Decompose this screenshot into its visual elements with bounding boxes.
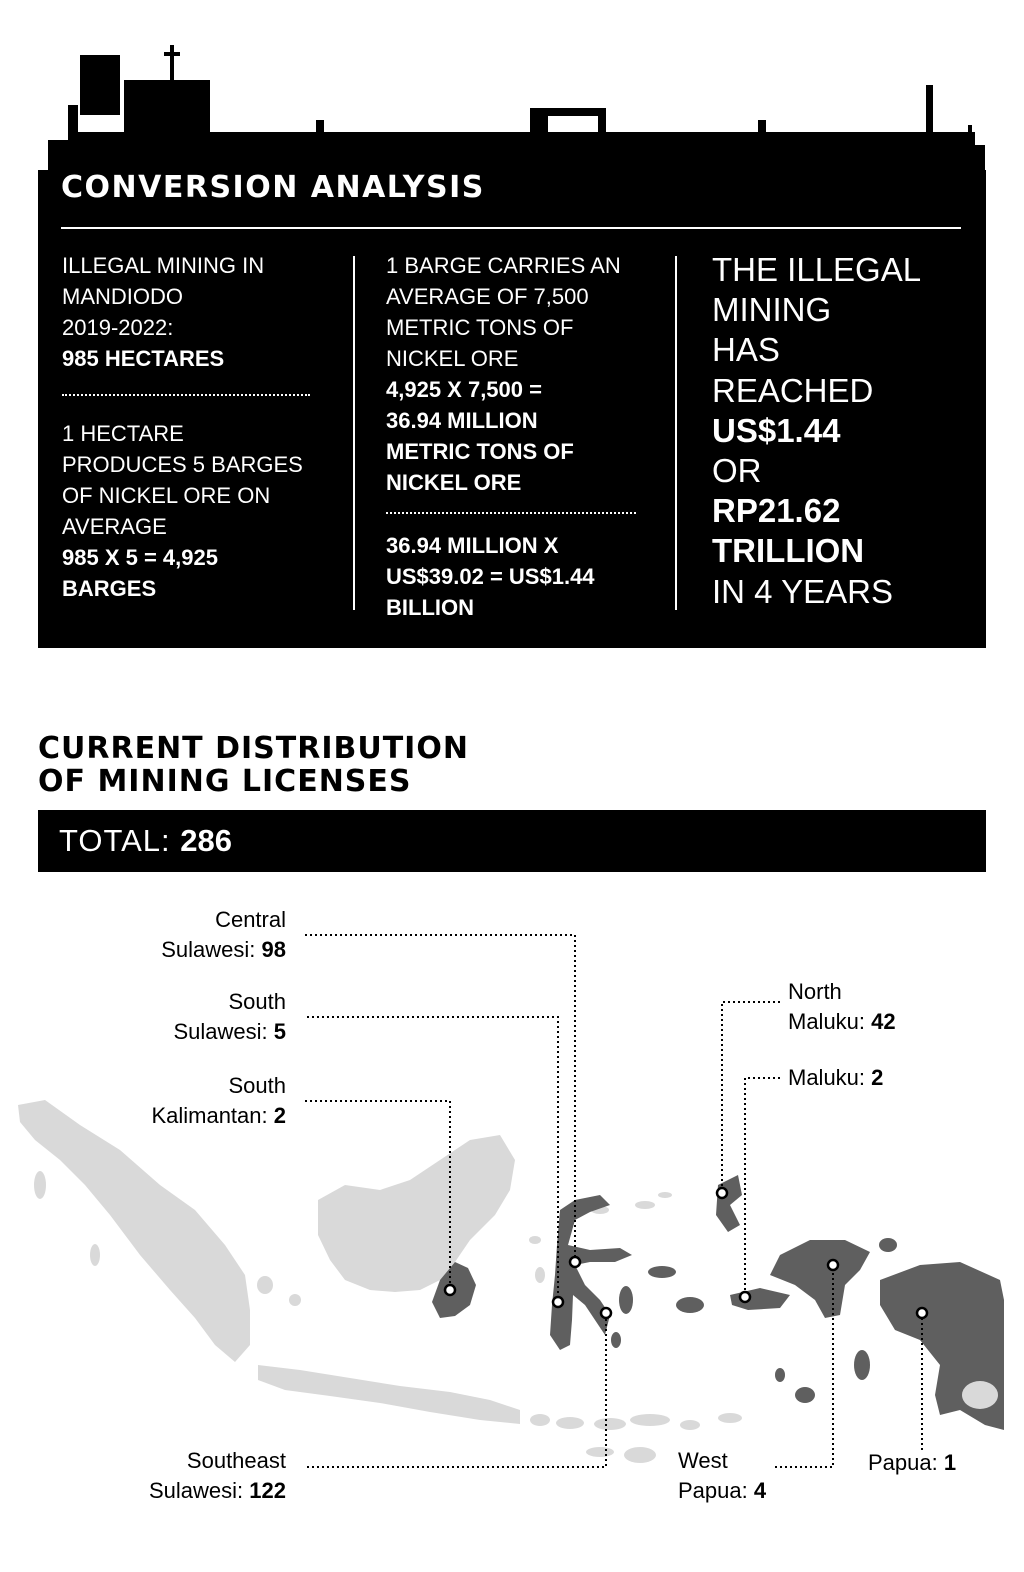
- kalimantan-island: [318, 1135, 515, 1292]
- text-line: PRODUCES 5 BARGES: [62, 452, 303, 477]
- text-line: ILLEGAL MINING IN: [62, 253, 265, 278]
- total-value: 286: [180, 823, 233, 858]
- north-maluku-marker: [717, 1188, 727, 1198]
- papua-marker: [917, 1308, 927, 1318]
- north-maluku-region: [716, 1175, 742, 1232]
- west-papua-marker: [828, 1260, 838, 1270]
- region-name: Central: [215, 907, 286, 932]
- title-divider: [61, 227, 961, 229]
- region-name: South: [228, 989, 286, 1014]
- region-count: 1: [943, 1450, 957, 1475]
- maluku-region: [730, 1288, 790, 1310]
- text-line: 2019-2022:: [62, 315, 174, 340]
- text-line: NICKEL ORE: [386, 346, 519, 371]
- text-line: AVERAGE: [62, 514, 167, 539]
- text-line: RP21.62: [712, 492, 841, 530]
- text-line: HAS: [712, 331, 780, 369]
- dotted-divider: [386, 512, 636, 514]
- region-count: 5: [273, 1019, 286, 1044]
- total-bar: [38, 810, 986, 872]
- conversion-column-3: [712, 250, 972, 612]
- south-sulawesi-marker: [553, 1297, 563, 1307]
- label-maluku: [788, 1063, 883, 1093]
- distribution-title: [38, 732, 469, 798]
- column-divider-2: [675, 256, 677, 610]
- conversion-column-1: [62, 250, 322, 604]
- text-line: OR: [712, 452, 762, 490]
- region-name: Sulawesi:: [173, 1019, 274, 1044]
- region-name: Papua:: [678, 1478, 754, 1503]
- text-line: 985 HECTARES: [62, 346, 225, 371]
- region-count: 98: [261, 937, 286, 962]
- region-name: Sulawesi:: [149, 1478, 250, 1503]
- label-papua: [868, 1448, 956, 1478]
- conversion-column-2: [386, 250, 641, 623]
- text-line: 36.94 MILLION X: [386, 533, 559, 558]
- label-central-sulawesi: [161, 905, 286, 965]
- north-maluku-leader: [722, 1002, 780, 1193]
- sumatra-island: [18, 1100, 250, 1362]
- region-name: Maluku:: [788, 1009, 872, 1034]
- total-label: TOTAL:: [59, 823, 181, 858]
- column-divider-1: [353, 256, 355, 610]
- text-line: US$39.02 = US$1.44: [386, 564, 595, 589]
- region-name: Sulawesi:: [161, 937, 262, 962]
- dotted-divider: [62, 394, 310, 396]
- region-name: Papua:: [868, 1450, 944, 1475]
- distribution-title-line-1: CURRENT DISTRIBUTION: [38, 731, 469, 766]
- region-name: North: [788, 979, 842, 1004]
- text-line: BILLION: [386, 595, 474, 620]
- region-name: Southeast: [186, 1448, 286, 1473]
- text-line: MANDIODO: [62, 284, 183, 309]
- maluku-leader: [745, 1078, 780, 1297]
- label-north-maluku: [788, 977, 896, 1037]
- distribution-title-line-2: OF MINING LICENSES: [38, 764, 412, 799]
- region-count: 42: [871, 1009, 896, 1034]
- java-island: [258, 1365, 520, 1424]
- region-count: 4: [753, 1478, 767, 1503]
- region-count: 2: [273, 1103, 286, 1128]
- text-line: AVERAGE OF 7,500: [386, 284, 589, 309]
- label-south-sulawesi: [173, 987, 286, 1047]
- text-line: TRILLION: [712, 532, 865, 570]
- text-line: US$1.44: [712, 411, 841, 449]
- southeast-sulawesi-marker: [601, 1308, 611, 1318]
- central-sulawesi-marker: [570, 1257, 580, 1267]
- label-west-papua: [678, 1446, 766, 1506]
- label-southeast-sulawesi: [149, 1446, 286, 1506]
- region-name: Kalimantan:: [151, 1103, 274, 1128]
- text-line: 1 BARGE CARRIES AN: [386, 253, 621, 278]
- sulawesi-island: [550, 1195, 632, 1350]
- maluku-marker: [740, 1292, 750, 1302]
- text-line: IN 4 YEARS: [712, 572, 893, 610]
- text-line: OF NICKEL ORE ON: [62, 483, 271, 508]
- text-line: REACHED: [712, 371, 874, 409]
- text-line: NICKEL ORE: [386, 470, 522, 495]
- text-line: BARGES: [62, 576, 157, 601]
- region-name: South: [228, 1073, 286, 1098]
- text-line: THE ILLEGAL: [712, 251, 922, 288]
- conversion-title: CONVERSION ANALYSIS: [61, 170, 485, 205]
- text-line: METRIC TONS OF: [386, 315, 574, 340]
- region-count: 122: [249, 1478, 286, 1503]
- text-line: 36.94 MILLION: [386, 408, 538, 433]
- region-name: West: [678, 1448, 728, 1473]
- text-line: 985 X 5 = 4,925: [62, 545, 218, 570]
- text-line: 1 HECTARE: [62, 421, 184, 446]
- west-papua-region: [770, 1240, 870, 1318]
- text-line: MINING: [712, 291, 832, 329]
- region-count: 2: [871, 1065, 884, 1090]
- region-name: Maluku:: [788, 1065, 872, 1090]
- text-line: 4,925 X 7,500 =: [386, 377, 542, 402]
- label-south-kalimantan: [151, 1071, 286, 1131]
- text-line: METRIC TONS OF: [386, 439, 574, 464]
- south-kalimantan-marker: [445, 1285, 455, 1295]
